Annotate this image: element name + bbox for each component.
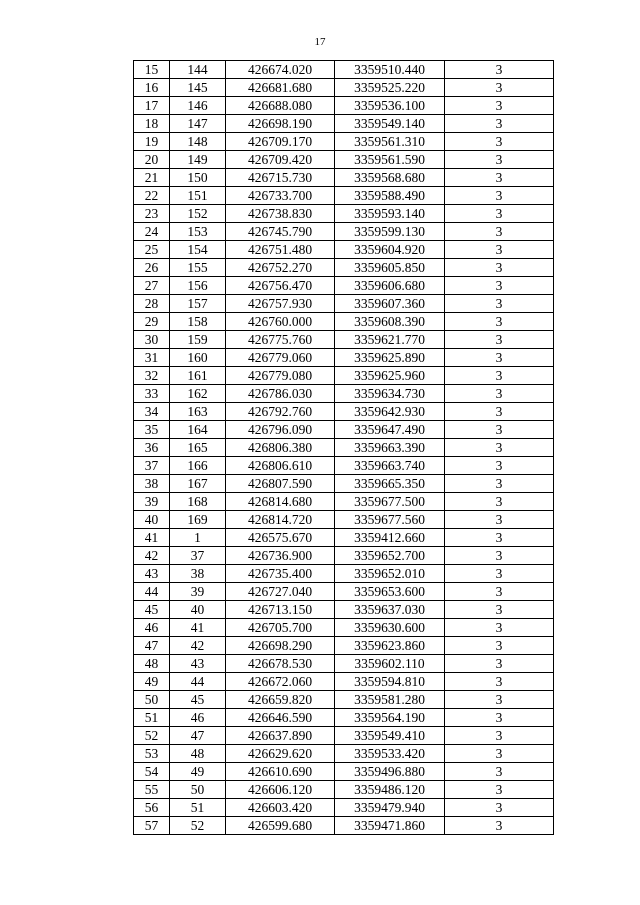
y-coordinate-cell: 3359677.560 — [335, 511, 445, 529]
row-index-cell: 18 — [134, 115, 170, 133]
y-coordinate-cell: 3359677.500 — [335, 493, 445, 511]
point-number-cell: 164 — [170, 421, 226, 439]
y-coordinate-cell: 3359665.350 — [335, 475, 445, 493]
class-cell: 3 — [445, 97, 554, 115]
table-row — [134, 529, 554, 547]
point-number-cell: 147 — [170, 115, 226, 133]
class-cell: 3 — [445, 673, 554, 691]
row-index-cell: 32 — [134, 367, 170, 385]
table-row — [134, 745, 554, 763]
table-row — [134, 169, 554, 187]
table-row — [134, 385, 554, 403]
x-coordinate-cell: 426806.610 — [226, 457, 335, 475]
y-coordinate-cell: 3359594.810 — [335, 673, 445, 691]
x-coordinate-cell: 426629.620 — [226, 745, 335, 763]
x-coordinate-cell: 426775.760 — [226, 331, 335, 349]
class-cell: 3 — [445, 115, 554, 133]
x-coordinate-cell: 426733.700 — [226, 187, 335, 205]
class-cell: 3 — [445, 241, 554, 259]
point-number-cell: 165 — [170, 439, 226, 457]
class-cell: 3 — [445, 745, 554, 763]
class-cell: 3 — [445, 727, 554, 745]
class-cell: 3 — [445, 799, 554, 817]
class-cell: 3 — [445, 691, 554, 709]
point-number-cell: 153 — [170, 223, 226, 241]
table-row — [134, 511, 554, 529]
row-index-cell: 42 — [134, 547, 170, 565]
point-number-cell: 151 — [170, 187, 226, 205]
x-coordinate-cell: 426807.590 — [226, 475, 335, 493]
y-coordinate-cell: 3359653.600 — [335, 583, 445, 601]
row-index-cell: 23 — [134, 205, 170, 223]
row-index-cell: 19 — [134, 133, 170, 151]
y-coordinate-cell: 3359607.360 — [335, 295, 445, 313]
class-cell: 3 — [445, 421, 554, 439]
point-number-cell: 155 — [170, 259, 226, 277]
x-coordinate-cell: 426603.420 — [226, 799, 335, 817]
x-coordinate-cell: 426674.020 — [226, 61, 335, 79]
class-cell: 3 — [445, 187, 554, 205]
table-row — [134, 367, 554, 385]
y-coordinate-cell: 3359604.920 — [335, 241, 445, 259]
point-number-cell: 156 — [170, 277, 226, 295]
table-row — [134, 439, 554, 457]
y-coordinate-cell: 3359561.310 — [335, 133, 445, 151]
row-index-cell: 20 — [134, 151, 170, 169]
point-number-cell: 37 — [170, 547, 226, 565]
y-coordinate-cell: 3359581.280 — [335, 691, 445, 709]
y-coordinate-cell: 3359625.960 — [335, 367, 445, 385]
table-row — [134, 763, 554, 781]
x-coordinate-cell: 426738.830 — [226, 205, 335, 223]
x-coordinate-cell: 426779.080 — [226, 367, 335, 385]
x-coordinate-cell: 426659.820 — [226, 691, 335, 709]
y-coordinate-cell: 3359510.440 — [335, 61, 445, 79]
table-row — [134, 187, 554, 205]
table-row — [134, 403, 554, 421]
class-cell: 3 — [445, 511, 554, 529]
row-index-cell: 26 — [134, 259, 170, 277]
class-cell: 3 — [445, 781, 554, 799]
y-coordinate-cell: 3359568.680 — [335, 169, 445, 187]
table-row — [134, 583, 554, 601]
row-index-cell: 30 — [134, 331, 170, 349]
x-coordinate-cell: 426757.930 — [226, 295, 335, 313]
point-number-cell: 157 — [170, 295, 226, 313]
point-number-cell: 46 — [170, 709, 226, 727]
y-coordinate-cell: 3359642.930 — [335, 403, 445, 421]
table-row — [134, 259, 554, 277]
row-index-cell: 49 — [134, 673, 170, 691]
point-number-cell: 161 — [170, 367, 226, 385]
point-number-cell: 145 — [170, 79, 226, 97]
row-index-cell: 16 — [134, 79, 170, 97]
x-coordinate-cell: 426575.670 — [226, 529, 335, 547]
point-number-cell: 49 — [170, 763, 226, 781]
class-cell: 3 — [445, 583, 554, 601]
class-cell: 3 — [445, 403, 554, 421]
class-cell: 3 — [445, 295, 554, 313]
table-row — [134, 565, 554, 583]
point-number-cell: 51 — [170, 799, 226, 817]
point-number-cell: 162 — [170, 385, 226, 403]
class-cell: 3 — [445, 709, 554, 727]
table-row — [134, 241, 554, 259]
y-coordinate-cell: 3359606.680 — [335, 277, 445, 295]
point-number-cell: 45 — [170, 691, 226, 709]
class-cell: 3 — [445, 331, 554, 349]
row-index-cell: 55 — [134, 781, 170, 799]
point-number-cell: 40 — [170, 601, 226, 619]
y-coordinate-cell: 3359533.420 — [335, 745, 445, 763]
table-row — [134, 709, 554, 727]
y-coordinate-cell: 3359525.220 — [335, 79, 445, 97]
table-row — [134, 133, 554, 151]
class-cell: 3 — [445, 79, 554, 97]
point-number-cell: 41 — [170, 619, 226, 637]
point-number-cell: 48 — [170, 745, 226, 763]
y-coordinate-cell: 3359634.730 — [335, 385, 445, 403]
table-row — [134, 799, 554, 817]
x-coordinate-cell: 426681.680 — [226, 79, 335, 97]
row-index-cell: 34 — [134, 403, 170, 421]
y-coordinate-cell: 3359647.490 — [335, 421, 445, 439]
class-cell: 3 — [445, 277, 554, 295]
table-row — [134, 349, 554, 367]
page-number: 17 — [314, 36, 326, 48]
y-coordinate-cell: 3359564.190 — [335, 709, 445, 727]
point-number-cell: 44 — [170, 673, 226, 691]
row-index-cell: 24 — [134, 223, 170, 241]
table-row — [134, 313, 554, 331]
y-coordinate-cell: 3359486.120 — [335, 781, 445, 799]
x-coordinate-cell: 426599.680 — [226, 817, 335, 835]
row-index-cell: 39 — [134, 493, 170, 511]
point-number-cell: 167 — [170, 475, 226, 493]
y-coordinate-cell: 3359637.030 — [335, 601, 445, 619]
class-cell: 3 — [445, 205, 554, 223]
point-number-cell: 1 — [170, 529, 226, 547]
y-coordinate-cell: 3359663.390 — [335, 439, 445, 457]
row-index-cell: 33 — [134, 385, 170, 403]
class-cell: 3 — [445, 619, 554, 637]
x-coordinate-cell: 426606.120 — [226, 781, 335, 799]
x-coordinate-cell: 426745.790 — [226, 223, 335, 241]
y-coordinate-cell: 3359605.850 — [335, 259, 445, 277]
x-coordinate-cell: 426735.400 — [226, 565, 335, 583]
y-coordinate-cell: 3359602.110 — [335, 655, 445, 673]
table-row — [134, 601, 554, 619]
table-row — [134, 691, 554, 709]
class-cell: 3 — [445, 529, 554, 547]
y-coordinate-cell: 3359496.880 — [335, 763, 445, 781]
point-number-cell: 160 — [170, 349, 226, 367]
x-coordinate-cell: 426792.760 — [226, 403, 335, 421]
class-cell: 3 — [445, 259, 554, 277]
x-coordinate-cell: 426709.170 — [226, 133, 335, 151]
x-coordinate-cell: 426698.290 — [226, 637, 335, 655]
y-coordinate-cell: 3359471.860 — [335, 817, 445, 835]
class-cell: 3 — [445, 385, 554, 403]
class-cell: 3 — [445, 61, 554, 79]
row-index-cell: 56 — [134, 799, 170, 817]
y-coordinate-cell: 3359588.490 — [335, 187, 445, 205]
class-cell: 3 — [445, 763, 554, 781]
table-row — [134, 781, 554, 799]
row-index-cell: 48 — [134, 655, 170, 673]
table-row — [134, 493, 554, 511]
row-index-cell: 46 — [134, 619, 170, 637]
row-index-cell: 57 — [134, 817, 170, 835]
row-index-cell: 54 — [134, 763, 170, 781]
row-index-cell: 38 — [134, 475, 170, 493]
table-row — [134, 115, 554, 133]
x-coordinate-cell: 426678.530 — [226, 655, 335, 673]
table-row — [134, 97, 554, 115]
row-index-cell: 44 — [134, 583, 170, 601]
y-coordinate-cell: 3359412.660 — [335, 529, 445, 547]
point-number-cell: 169 — [170, 511, 226, 529]
x-coordinate-cell: 426814.720 — [226, 511, 335, 529]
x-coordinate-cell: 426779.060 — [226, 349, 335, 367]
row-index-cell: 53 — [134, 745, 170, 763]
x-coordinate-cell: 426646.590 — [226, 709, 335, 727]
x-coordinate-cell: 426709.420 — [226, 151, 335, 169]
x-coordinate-cell: 426688.080 — [226, 97, 335, 115]
row-index-cell: 15 — [134, 61, 170, 79]
x-coordinate-cell: 426610.690 — [226, 763, 335, 781]
row-index-cell: 52 — [134, 727, 170, 745]
x-coordinate-cell: 426796.090 — [226, 421, 335, 439]
row-index-cell: 35 — [134, 421, 170, 439]
table-row — [134, 79, 554, 97]
point-number-cell: 148 — [170, 133, 226, 151]
table-row — [134, 277, 554, 295]
y-coordinate-cell: 3359536.100 — [335, 97, 445, 115]
point-number-cell: 146 — [170, 97, 226, 115]
class-cell: 3 — [445, 367, 554, 385]
table-row — [134, 547, 554, 565]
y-coordinate-cell: 3359608.390 — [335, 313, 445, 331]
point-number-cell: 39 — [170, 583, 226, 601]
x-coordinate-cell: 426715.730 — [226, 169, 335, 187]
class-cell: 3 — [445, 457, 554, 475]
class-cell: 3 — [445, 655, 554, 673]
x-coordinate-cell: 426637.890 — [226, 727, 335, 745]
row-index-cell: 36 — [134, 439, 170, 457]
x-coordinate-cell: 426752.270 — [226, 259, 335, 277]
point-number-cell: 38 — [170, 565, 226, 583]
class-cell: 3 — [445, 151, 554, 169]
table-row — [134, 619, 554, 637]
row-index-cell: 29 — [134, 313, 170, 331]
class-cell: 3 — [445, 349, 554, 367]
table-row — [134, 421, 554, 439]
class-cell: 3 — [445, 133, 554, 151]
y-coordinate-cell: 3359630.600 — [335, 619, 445, 637]
point-number-cell: 159 — [170, 331, 226, 349]
table-row — [134, 817, 554, 835]
row-index-cell: 37 — [134, 457, 170, 475]
point-number-cell: 42 — [170, 637, 226, 655]
row-index-cell: 21 — [134, 169, 170, 187]
x-coordinate-cell: 426760.000 — [226, 313, 335, 331]
point-number-cell: 168 — [170, 493, 226, 511]
table-row — [134, 205, 554, 223]
y-coordinate-cell: 3359549.410 — [335, 727, 445, 745]
point-number-cell: 158 — [170, 313, 226, 331]
row-index-cell: 27 — [134, 277, 170, 295]
row-index-cell: 31 — [134, 349, 170, 367]
x-coordinate-cell: 426713.150 — [226, 601, 335, 619]
row-index-cell: 41 — [134, 529, 170, 547]
table-row — [134, 655, 554, 673]
class-cell: 3 — [445, 565, 554, 583]
class-cell: 3 — [445, 223, 554, 241]
x-coordinate-cell: 426705.700 — [226, 619, 335, 637]
x-coordinate-cell: 426751.480 — [226, 241, 335, 259]
row-index-cell: 40 — [134, 511, 170, 529]
x-coordinate-cell: 426672.060 — [226, 673, 335, 691]
x-coordinate-cell: 426698.190 — [226, 115, 335, 133]
y-coordinate-cell: 3359621.770 — [335, 331, 445, 349]
table-row — [134, 295, 554, 313]
y-coordinate-cell: 3359625.890 — [335, 349, 445, 367]
coordinates-table — [133, 60, 554, 835]
x-coordinate-cell: 426756.470 — [226, 277, 335, 295]
row-index-cell: 28 — [134, 295, 170, 313]
class-cell: 3 — [445, 313, 554, 331]
y-coordinate-cell: 3359663.740 — [335, 457, 445, 475]
x-coordinate-cell: 426806.380 — [226, 439, 335, 457]
class-cell: 3 — [445, 493, 554, 511]
x-coordinate-cell: 426736.900 — [226, 547, 335, 565]
y-coordinate-cell: 3359549.140 — [335, 115, 445, 133]
table-row — [134, 457, 554, 475]
point-number-cell: 149 — [170, 151, 226, 169]
class-cell: 3 — [445, 637, 554, 655]
point-number-cell: 50 — [170, 781, 226, 799]
y-coordinate-cell: 3359593.140 — [335, 205, 445, 223]
class-cell: 3 — [445, 817, 554, 835]
point-number-cell: 47 — [170, 727, 226, 745]
table-row — [134, 223, 554, 241]
table-row — [134, 331, 554, 349]
point-number-cell: 163 — [170, 403, 226, 421]
table-body — [134, 61, 554, 835]
point-number-cell: 154 — [170, 241, 226, 259]
point-number-cell: 52 — [170, 817, 226, 835]
point-number-cell: 150 — [170, 169, 226, 187]
y-coordinate-cell: 3359623.860 — [335, 637, 445, 655]
class-cell: 3 — [445, 169, 554, 187]
row-index-cell: 22 — [134, 187, 170, 205]
point-number-cell: 43 — [170, 655, 226, 673]
x-coordinate-cell: 426727.040 — [226, 583, 335, 601]
class-cell: 3 — [445, 547, 554, 565]
row-index-cell: 50 — [134, 691, 170, 709]
row-index-cell: 43 — [134, 565, 170, 583]
class-cell: 3 — [445, 439, 554, 457]
x-coordinate-cell: 426786.030 — [226, 385, 335, 403]
row-index-cell: 45 — [134, 601, 170, 619]
x-coordinate-cell: 426814.680 — [226, 493, 335, 511]
table-row — [134, 727, 554, 745]
row-index-cell: 17 — [134, 97, 170, 115]
row-index-cell: 47 — [134, 637, 170, 655]
row-index-cell: 25 — [134, 241, 170, 259]
table-row — [134, 61, 554, 79]
row-index-cell: 51 — [134, 709, 170, 727]
y-coordinate-cell: 3359652.010 — [335, 565, 445, 583]
y-coordinate-cell: 3359561.590 — [335, 151, 445, 169]
y-coordinate-cell: 3359479.940 — [335, 799, 445, 817]
y-coordinate-cell: 3359652.700 — [335, 547, 445, 565]
class-cell: 3 — [445, 475, 554, 493]
table-row — [134, 151, 554, 169]
table-row — [134, 673, 554, 691]
class-cell: 3 — [445, 601, 554, 619]
table-row — [134, 475, 554, 493]
table-row — [134, 637, 554, 655]
point-number-cell: 152 — [170, 205, 226, 223]
point-number-cell: 144 — [170, 61, 226, 79]
point-number-cell: 166 — [170, 457, 226, 475]
y-coordinate-cell: 3359599.130 — [335, 223, 445, 241]
